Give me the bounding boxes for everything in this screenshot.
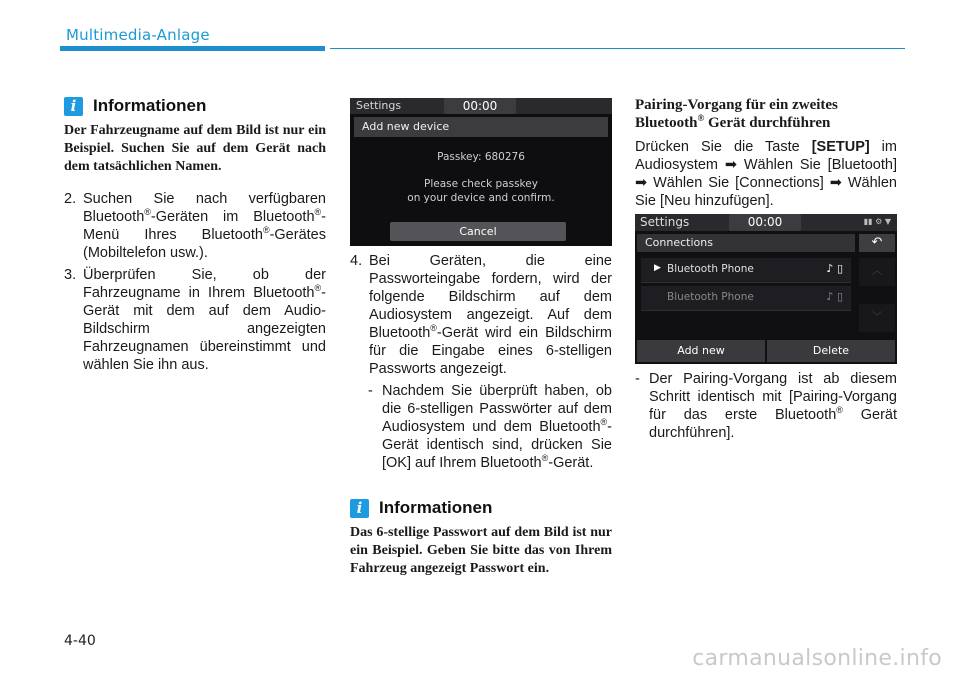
info-title: Informationen [379,498,493,517]
scroll-down-icon[interactable]: ﹀ [859,304,895,332]
status-icons: ▮▮ ⚙ ▼ [863,217,891,226]
section-heading: Pairing-Vorgang für ein zweites Bluetooth® Gerät durchführen [635,97,838,131]
cancel-button[interactable]: Cancel [390,222,566,241]
step-4: 4. Bei Geräten, die eine Passworteingabe fordern, wird der folgende Bildschirm auf dem Audiosystem angezeigt. Auf dem Bluetooth®-Gerät wird ein Bildschirm für die Eingabe eines 6-stelligen Passworts angezeigt. [350,253,612,377]
step-list [64,190,326,374]
play-icon: ▶ [654,263,661,273]
info-heading-2 [350,498,612,518]
info-icon: i [350,499,369,518]
info-icon: i [64,97,83,116]
page-number: 4-40 [64,633,96,649]
section-title: Multimedia-Anlage [66,26,210,44]
add-new-button[interactable]: Add new [637,340,765,362]
music-phone-icon: ♪ ▯ [826,290,843,303]
watermark: carmanualsonline.info [692,646,942,671]
column-right [635,96,897,442]
arrow-icon: ➡ [635,175,648,191]
arrow-icon: ➡ [724,157,738,173]
device-row[interactable]: ▶ Bluetooth Phone ♪ ▯ [641,258,851,283]
screenshot-passkey [350,98,612,246]
sub-note: - Der Pairing-Vorgang ist ab diesem Schritt identisch mit [Pairing-Vorgang für das erste Bluetooth® Gerät durchführen]. [635,371,897,441]
column-middle [350,98,612,578]
back-icon[interactable]: ↶ [859,234,895,252]
scroll-up-icon[interactable]: ︿ [859,258,895,286]
add-device-band: Add new device [354,117,608,137]
confirm-message: Please check passkey on your device and confirm. [407,178,555,204]
music-phone-icon: ♪ ▯ [826,262,843,275]
screenshot-connections [635,214,897,364]
screen-clock: 00:00 [444,98,516,114]
screen-clock: 00:00 [729,214,801,231]
info-text-2: Das 6-stellige Passwort auf dem Bild ist nur ein Beispiel. Geben Sie bitte das von Ihrem Fahrzeug angezeigt Passwort ein. [350,525,612,576]
passkey-text: Passkey: 680276 [437,151,525,163]
step-3: 3. Überprüfen Sie, ob der Fahrzeugname in Ihrem Bluetooth®-Gerät mit dem auf dem Audio-Bildschirm angezeigten Fahrzeugnamen übereinstimmt und wählen Sie ihn aus. [64,267,326,373]
arrow-icon: ➡ [829,175,842,191]
info-title: Informationen [93,96,207,115]
connections-band: Connections [637,234,855,252]
step-4-sub: - Nachdem Sie überprüft haben, ob die 6-stelligen Passwörter auf dem Audiosystem und dem Bluetooth®-Gerät identisch sind, drücken Sie [OK] auf Ihrem Bluetooth®-Gerät. [368,383,612,471]
screen-title: Settings [640,215,690,229]
step-2: 2. Suchen Sie nach verfügbaren Bluetooth®-Geräten im Bluetooth®-Menü Ihres Bluetooth®-Gerätes (Mobiltelefon usw.). [64,191,326,261]
device-row[interactable]: Bluetooth Phone ♪ ▯ [641,286,851,311]
intro-text: Drücken Sie die Taste [SETUP] im Audiosystem ➡ Wählen Sie [Bluetooth] ➡ Wählen Sie [Connections] ➡ Wählen Sie [Neu hinzufügen]. [635,139,897,209]
header-rule-thin [330,48,905,49]
info-heading [64,96,326,116]
column-left [64,96,326,374]
delete-button[interactable]: Delete [767,340,895,362]
header-rule-thick [60,46,325,51]
info-text: Der Fahrzeugname auf dem Bild ist nur ein Beispiel. Suchen Sie auf dem Gerät nach dem tatsächlichen Namen. [64,123,326,174]
screen-title: Settings [356,99,402,112]
step-4-block [350,252,612,472]
